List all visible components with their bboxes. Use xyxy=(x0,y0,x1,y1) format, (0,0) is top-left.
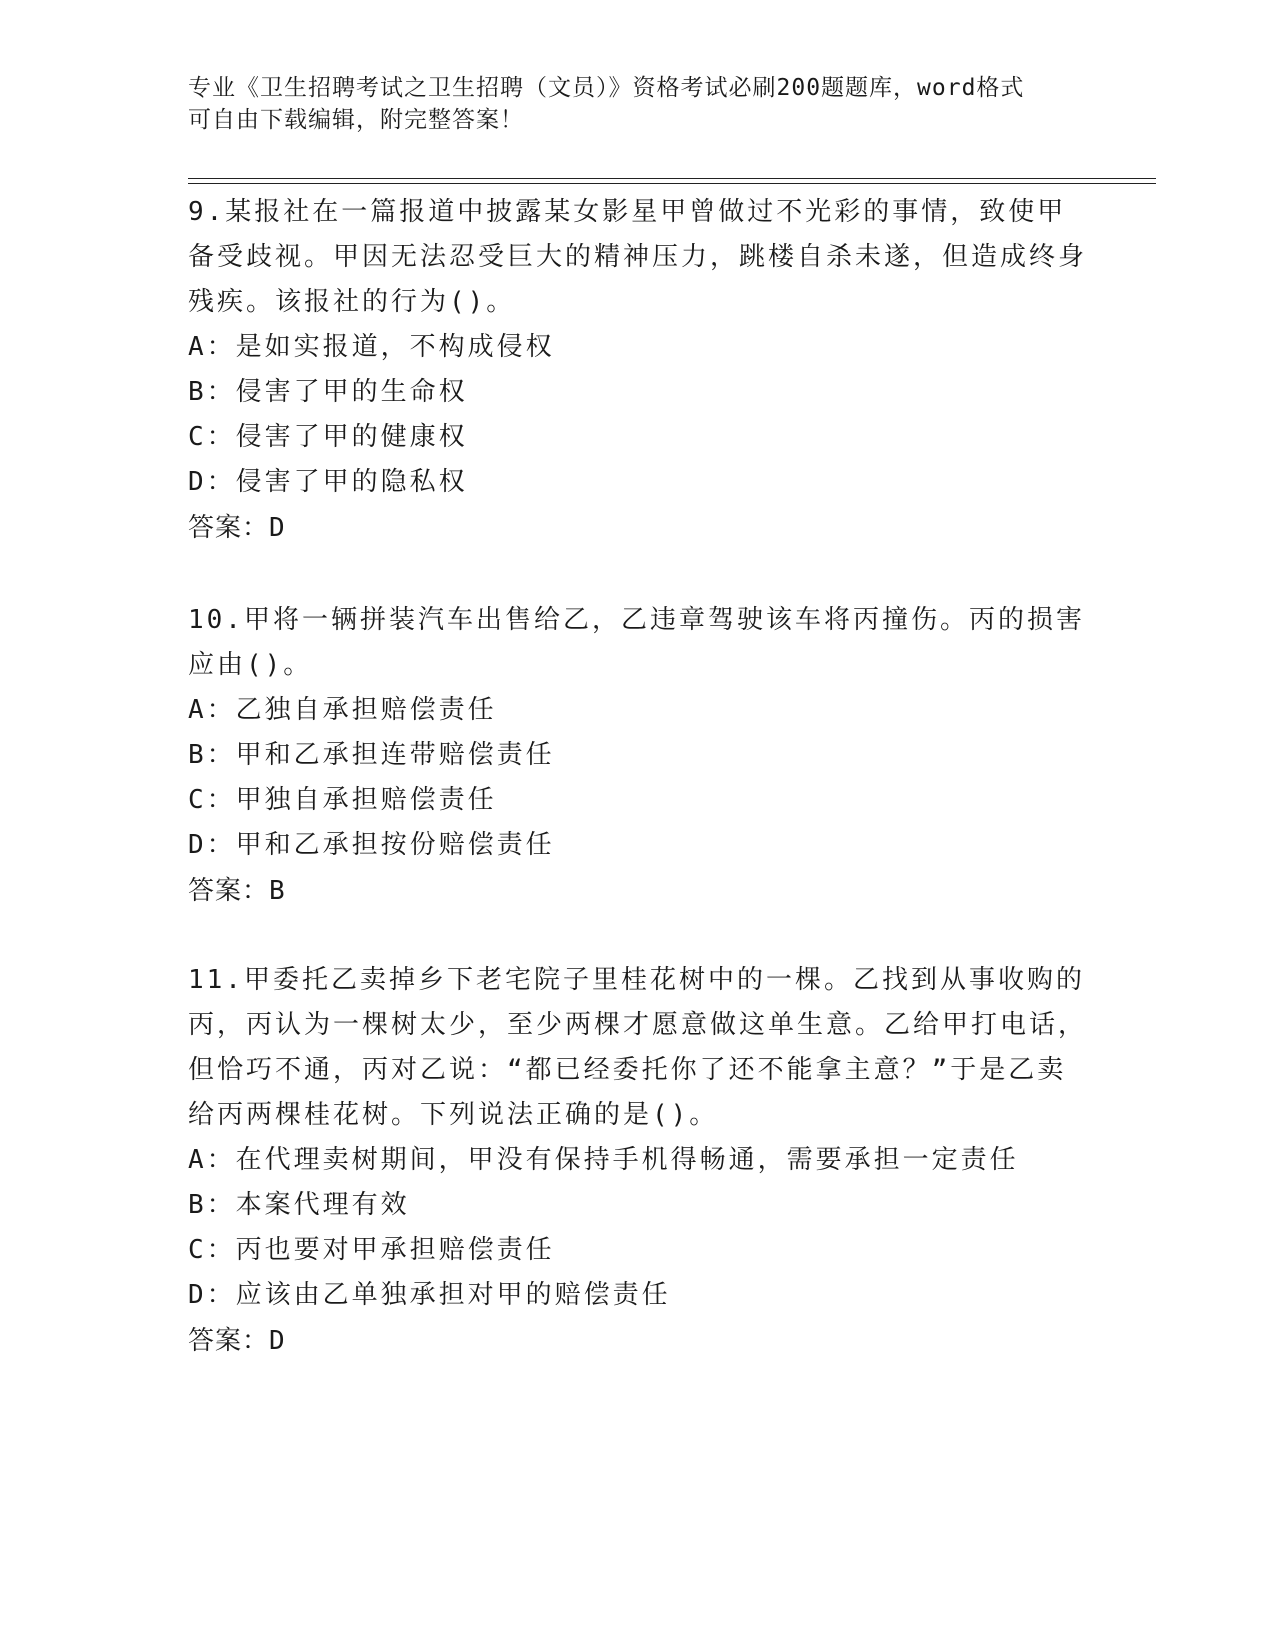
header-divider-top xyxy=(188,178,1156,179)
answer-line xyxy=(188,1318,1088,1364)
header-subtitle-line: 可自由下载编辑，附完整答案！ xyxy=(188,107,524,133)
answer-value: D xyxy=(269,513,286,543)
answer-line xyxy=(188,868,1088,914)
option-d: D：甲和乙承担按份赔偿责任 xyxy=(188,830,555,860)
question-block xyxy=(188,190,1088,551)
option-c: C：丙也要对甲承担赔偿责任 xyxy=(188,1235,555,1265)
answer-value: D xyxy=(269,1326,286,1356)
option-b: B：侵害了甲的生命权 xyxy=(188,377,468,407)
option-c: C：侵害了甲的健康权 xyxy=(188,422,468,452)
answer-label: 答案： xyxy=(188,876,270,906)
option-b: B：甲和乙承担连带赔偿责任 xyxy=(188,740,555,770)
option-d: D：应该由乙单独承担对甲的赔偿责任 xyxy=(188,1280,671,1310)
option-a: A：在代理卖树期间，甲没有保持手机得畅通，需要承担一定责任 xyxy=(188,1145,1019,1175)
answer-label: 答案： xyxy=(188,513,270,543)
option-d: D：侵害了甲的隐私权 xyxy=(188,467,468,497)
option-a: A：是如实报道，不构成侵权 xyxy=(188,332,555,362)
question-stem: 10.甲将一辆拼装汽车出售给乙，乙违章驾驶该车将丙撞伤。丙的损害应由()。 xyxy=(188,605,1085,680)
answer-line xyxy=(188,505,1088,551)
question-stem: 9.某报社在一篇报道中披露某女影星甲曾做过不光彩的事情，致使甲备受歧视。甲因无法忍受巨大的精神压力，跳楼自杀未遂，但造成终身残疾。该报社的行为()。 xyxy=(188,197,1088,317)
question-block xyxy=(188,598,1088,914)
question-block xyxy=(188,958,1088,1364)
question-stem: 11.甲委托乙卖掉乡下老宅院子里桂花树中的一棵。乙找到从事收购的丙，丙认为一棵树太少，至少两棵才愿意做这单生意。乙给甲打电话，但恰巧不通，丙对乙说：“都已经委托你了还不能拿主意？”于是乙卖给丙两棵桂花树。下列说法正确的是()。 xyxy=(188,965,1088,1130)
option-c: C：甲独自承担赔偿责任 xyxy=(188,785,497,815)
document-header xyxy=(188,72,1088,136)
answer-label: 答案： xyxy=(188,1326,270,1356)
header-title-line: 专业《卫生招聘考试之卫生招聘（文员）》资格考试必刷200题题库，word格式 xyxy=(188,75,1025,101)
header-divider-bottom xyxy=(188,183,1156,184)
option-b: B：本案代理有效 xyxy=(188,1190,410,1220)
answer-value: B xyxy=(269,876,286,906)
option-a: A：乙独自承担赔偿责任 xyxy=(188,695,497,725)
